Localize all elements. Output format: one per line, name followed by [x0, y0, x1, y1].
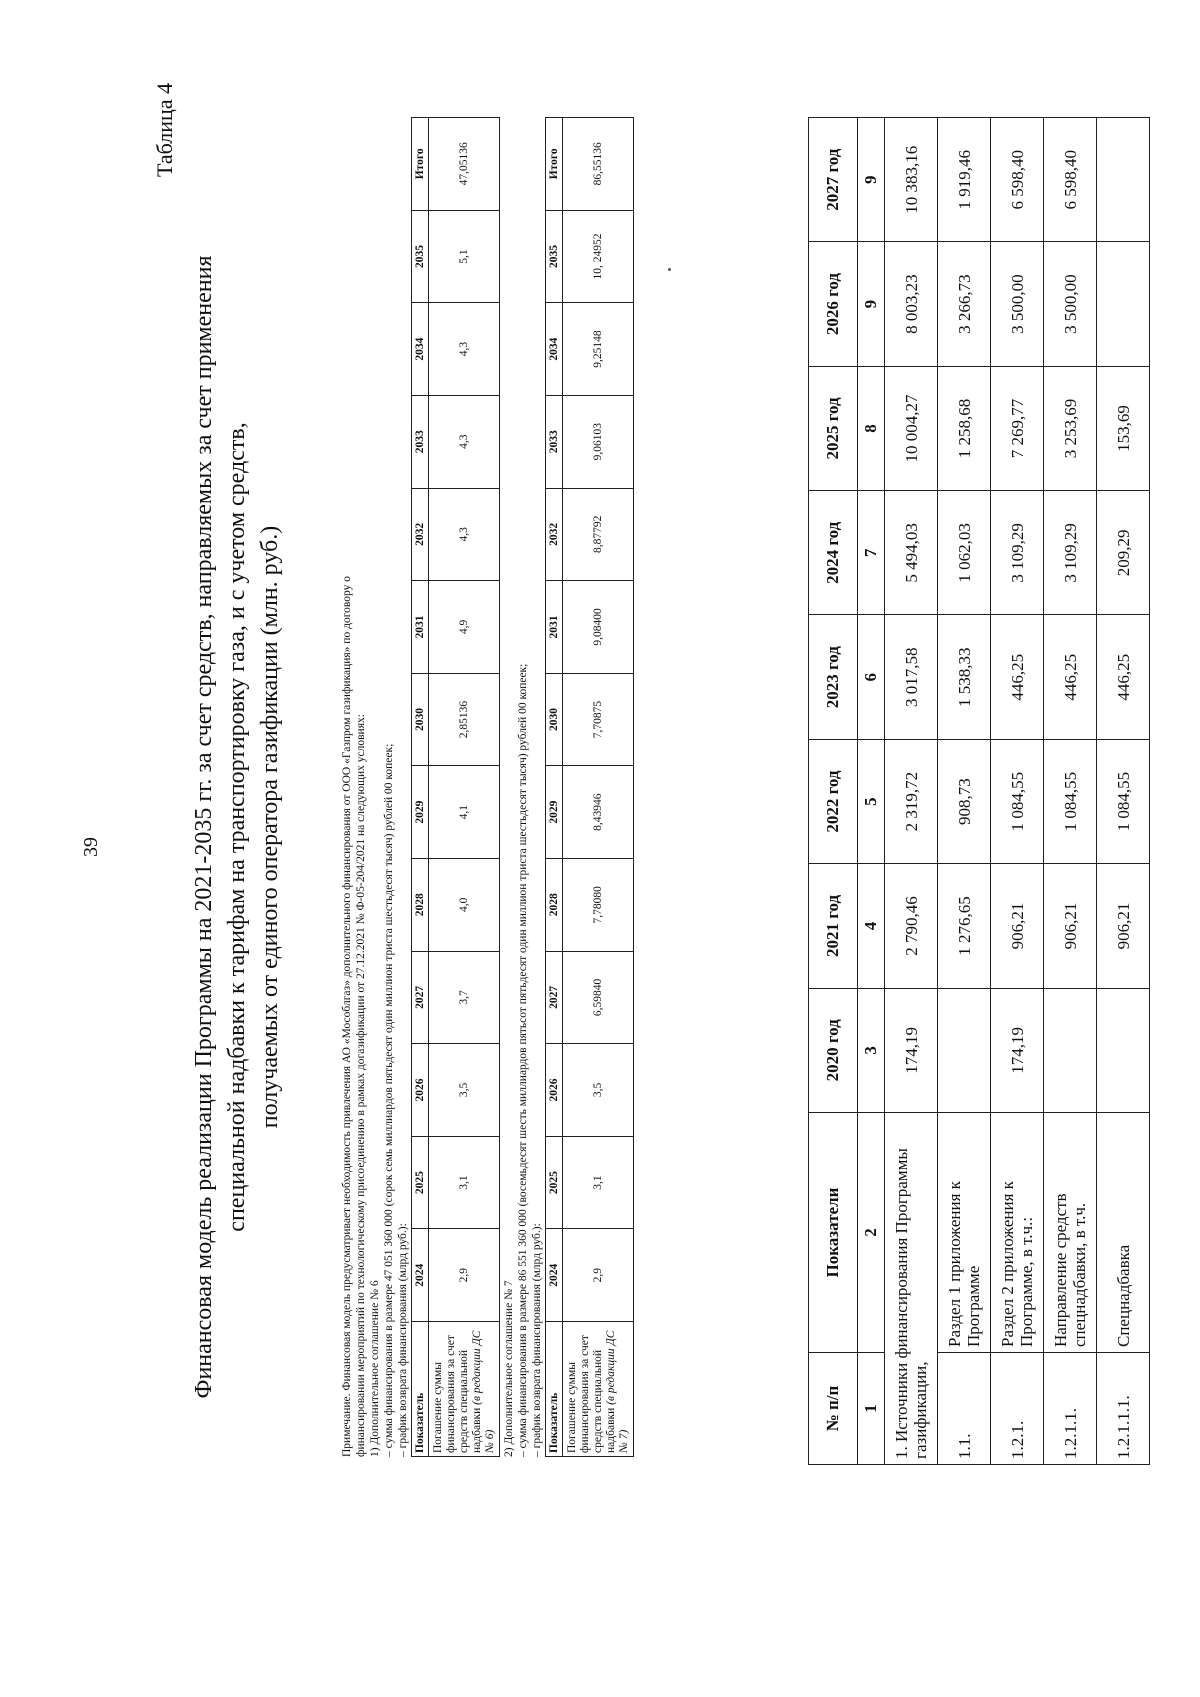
header-num: № п/п — [809, 1353, 858, 1465]
row-value: 6 598,40 — [991, 118, 1044, 242]
table-label: Таблица 4 — [152, 82, 177, 177]
ds7-amount: – сумма финансирования в размере 86 551 360 000 (восемьдесят шесть миллиардов пятьсот пятьдесят один миллион триста шестьдесят тысяч) рублей 00 копеек; — [517, 663, 529, 1457]
financial-model-table — [808, 117, 1150, 1465]
row-value: 908,73 — [938, 739, 991, 863]
ds6-year: 2030 — [412, 673, 429, 766]
ds7-value: 2,9 — [563, 1229, 634, 1322]
ds6-value: 5,1 — [429, 210, 500, 303]
ds7-value: 7,78080 — [563, 858, 634, 951]
ds7-value: 3,1 — [563, 1136, 634, 1229]
row-value: 3 266,73 — [938, 242, 991, 366]
row-number: 1.1. — [938, 1353, 991, 1465]
ds7-value: 9,08400 — [563, 581, 634, 674]
ds7-header-row — [546, 118, 563, 1457]
ds6-value: 2,85136 — [429, 673, 500, 766]
row-number: 1.2.1.1. — [1044, 1353, 1097, 1465]
ds7-row-label-text: Погашение суммы финансирования за счет средств специальной надбавки — [565, 1335, 617, 1453]
section-value: 10 383,16 — [885, 118, 938, 242]
section-value: 2 319,72 — [885, 739, 938, 863]
ds6-year: 2027 — [412, 951, 429, 1044]
ds7-value: 6,59840 — [563, 951, 634, 1044]
header-indicator: Показатели — [809, 1113, 858, 1353]
ds6-value: 4,1 — [429, 766, 500, 859]
ds7-year: 2026 — [546, 1044, 563, 1137]
column-number: 1 — [858, 1353, 885, 1465]
row-value: 3 109,29 — [1044, 491, 1097, 615]
ds6-value: 4,0 — [429, 858, 500, 951]
column-number: 9 — [858, 242, 885, 366]
row-value: 153,69 — [1097, 366, 1150, 490]
ds6-value: 3,5 — [429, 1044, 500, 1137]
ds7-year: 2035 — [546, 210, 563, 303]
ds6-value: 4,3 — [429, 395, 500, 488]
row-value: 906,21 — [1044, 864, 1097, 988]
row-value: 174,19 — [991, 988, 1044, 1112]
column-number: 8 — [858, 366, 885, 490]
ds6-schedule-table — [411, 117, 500, 1457]
ds7-total: 86,55136 — [563, 118, 634, 211]
row-value: 446,25 — [1044, 615, 1097, 739]
ds6-year: 2032 — [412, 488, 429, 581]
ds6-value: 4,9 — [429, 581, 500, 674]
note-line: финансировании мероприятий по технологическому присоединению в рамках догазификации от 27.12.2021 № Ф-05-204/2021 на следующих условиях: — [355, 714, 367, 1457]
row-value: 3 500,00 — [1044, 242, 1097, 366]
row-value: 1 258,68 — [938, 366, 991, 490]
document-title — [188, 117, 287, 1537]
row-label: Раздел 1 приложения к Программе — [938, 1113, 991, 1353]
ds6-year: 2035 — [412, 210, 429, 303]
notes-block — [340, 117, 636, 1457]
row-value: 7 269,77 — [991, 366, 1044, 490]
title-line: специальной надбавки к тарифам на транспортировку газа, и с учетом средств, — [224, 422, 250, 1232]
ds7-row-note: (в редакции ДС № 7) — [604, 1330, 630, 1453]
row-number: 1.2.1. — [991, 1353, 1044, 1465]
row-value — [938, 988, 991, 1112]
section-value: 5 494,03 — [885, 491, 938, 615]
row-label: Спецнадбавка — [1097, 1113, 1150, 1353]
ds7-label-header: Показатель — [546, 1322, 563, 1457]
ds6-year: 2028 — [412, 858, 429, 951]
table-row — [1097, 118, 1150, 1465]
column-number-row — [858, 118, 885, 1465]
row-label: Раздел 2 приложения к Программе, в т.ч.: — [991, 1113, 1044, 1353]
ds7-year: 2024 — [546, 1229, 563, 1322]
row-value: 3 109,29 — [991, 491, 1044, 615]
ds7-schedule-table — [545, 117, 634, 1457]
ds6-row-label-text: Погашение суммы финансирования за счет средств специальной надбавки — [431, 1335, 483, 1453]
ds7-year: 2031 — [546, 581, 563, 674]
column-number: 6 — [858, 615, 885, 739]
row-value: 1 276,65 — [938, 864, 991, 988]
ds6-value-row — [429, 118, 500, 1457]
ds6-value: 4,3 — [429, 303, 500, 396]
ds6-amount: – сумма финансирования в размере 47 051 360 000 (сорок семь миллиардов пятьдесят один миллион триста шестьдесят тысяч) рублей 00 копеек; — [383, 743, 395, 1457]
row-value: 1 084,55 — [991, 739, 1044, 863]
ds7-header: 2) Дополнительное соглашение № 7 — [503, 1280, 515, 1457]
row-number: 1.2.1.1.1. — [1097, 1353, 1150, 1465]
ds6-year: 2026 — [412, 1044, 429, 1137]
ds6-total-header: Итого — [412, 118, 429, 211]
section-row — [885, 118, 938, 1465]
ds6-label-header: Показатель — [412, 1322, 429, 1457]
ds6-row-label — [429, 1322, 500, 1457]
ds7-value: 9,06103 — [563, 395, 634, 488]
ds6-value: 2,9 — [429, 1229, 500, 1322]
row-value: 209,29 — [1097, 491, 1150, 615]
ds7-year: 2025 — [546, 1136, 563, 1229]
ds6-value: 3,7 — [429, 951, 500, 1044]
header-year: 2023 год — [809, 615, 858, 739]
row-value: 3 500,00 — [991, 242, 1044, 366]
ds7-value: 9,25148 — [563, 303, 634, 396]
row-value: 6 598,40 — [1044, 118, 1097, 242]
header-year: 2020 год — [809, 988, 858, 1112]
row-value: 1 538,33 — [938, 615, 991, 739]
ds7-year: 2032 — [546, 488, 563, 581]
row-value — [1044, 988, 1097, 1112]
main-header-row — [809, 118, 858, 1465]
section-value: 8 003,23 — [885, 242, 938, 366]
ds6-year: 2024 — [412, 1229, 429, 1322]
title-line: Финансовая модель реализации Программы на 2021-2035 гг. за счет средств, направляемых за счет применения — [191, 255, 217, 1399]
ds7-year: 2033 — [546, 395, 563, 488]
ds7-value: 10, 24952 — [563, 210, 634, 303]
ds7-schedule-label: – график возврата финансирования (млрд руб.): — [531, 1223, 543, 1457]
section-value: 3 017,58 — [885, 615, 938, 739]
section-value: 174,19 — [885, 988, 938, 1112]
header-year: 2021 год — [809, 864, 858, 988]
row-value: 1 062,03 — [938, 491, 991, 615]
row-value — [1097, 118, 1150, 242]
header-year: 2027 год — [809, 118, 858, 242]
header-year: 2025 год — [809, 366, 858, 490]
column-number: 5 — [858, 739, 885, 863]
ds6-total: 47,05136 — [429, 118, 500, 211]
row-value: 1 084,55 — [1044, 739, 1097, 863]
header-year: 2024 год — [809, 491, 858, 615]
ds6-header: 1) Дополнительное соглашение № 6 — [369, 1280, 381, 1457]
ds6-year: 2029 — [412, 766, 429, 859]
section-value: 2 790,46 — [885, 864, 938, 988]
ds7-value: 8,87792 — [563, 488, 634, 581]
ds7-row-label — [563, 1322, 634, 1457]
row-value: 906,21 — [991, 864, 1044, 988]
row-label: Направление средств спецнадбавки, в т.ч. — [1044, 1113, 1097, 1353]
column-number: 3 — [858, 988, 885, 1112]
header-year: 2022 год — [809, 739, 858, 863]
table-row — [1044, 118, 1097, 1465]
row-value: 446,25 — [991, 615, 1044, 739]
row-value — [1097, 242, 1150, 366]
header-year: 2026 год — [809, 242, 858, 366]
note-line: Примечание. Финансовая модель предусматривает необходимость привлечения АО «Мособлгаз» дополнительного финансирования от ООО «Газпром газификация» по договору о — [341, 576, 353, 1457]
page-number: 39 — [80, 837, 102, 857]
ds7-total-header: Итого — [546, 118, 563, 211]
table-row — [991, 118, 1044, 1465]
column-number: 4 — [858, 864, 885, 988]
row-value: 446,25 — [1097, 615, 1150, 739]
ds6-header-row — [412, 118, 429, 1457]
row-value — [1097, 988, 1150, 1112]
ds6-value: 3,1 — [429, 1136, 500, 1229]
ds7-year: 2027 — [546, 951, 563, 1044]
ds6-value: 4,3 — [429, 488, 500, 581]
ds6-year: 2033 — [412, 395, 429, 488]
row-value: 906,21 — [1097, 864, 1150, 988]
ds6-year: 2031 — [412, 581, 429, 674]
ds6-year: 2025 — [412, 1136, 429, 1229]
ds6-schedule-label: – график возврата финансирования (млрд руб.): — [397, 1223, 409, 1457]
ds7-value: 3,5 — [563, 1044, 634, 1137]
section-label: 1. Источники финансирования Программы газификации, — [885, 1113, 938, 1465]
ds7-value-row — [563, 118, 634, 1457]
row-value: 1 919,46 — [938, 118, 991, 242]
title-line: получаемых от единого оператора газификации (млн. руб.) — [257, 525, 283, 1129]
column-number: 7 — [858, 491, 885, 615]
ds6-row-note: (в редакции ДС № 6) — [470, 1330, 496, 1453]
table-row — [938, 118, 991, 1465]
ds7-year: 2028 — [546, 858, 563, 951]
ds6-year: 2034 — [412, 303, 429, 396]
ds7-value: 8,43946 — [563, 766, 634, 859]
ds7-year: 2030 — [546, 673, 563, 766]
ds7-year: 2034 — [546, 303, 563, 396]
ds7-value: 7,70875 — [563, 673, 634, 766]
column-number: 2 — [858, 1113, 885, 1353]
ds7-year: 2029 — [546, 766, 563, 859]
row-value: 3 253,69 — [1044, 366, 1097, 490]
row-value: 1 084,55 — [1097, 739, 1150, 863]
section-value: 10 004,27 — [885, 366, 938, 490]
column-number: 9 — [858, 118, 885, 242]
